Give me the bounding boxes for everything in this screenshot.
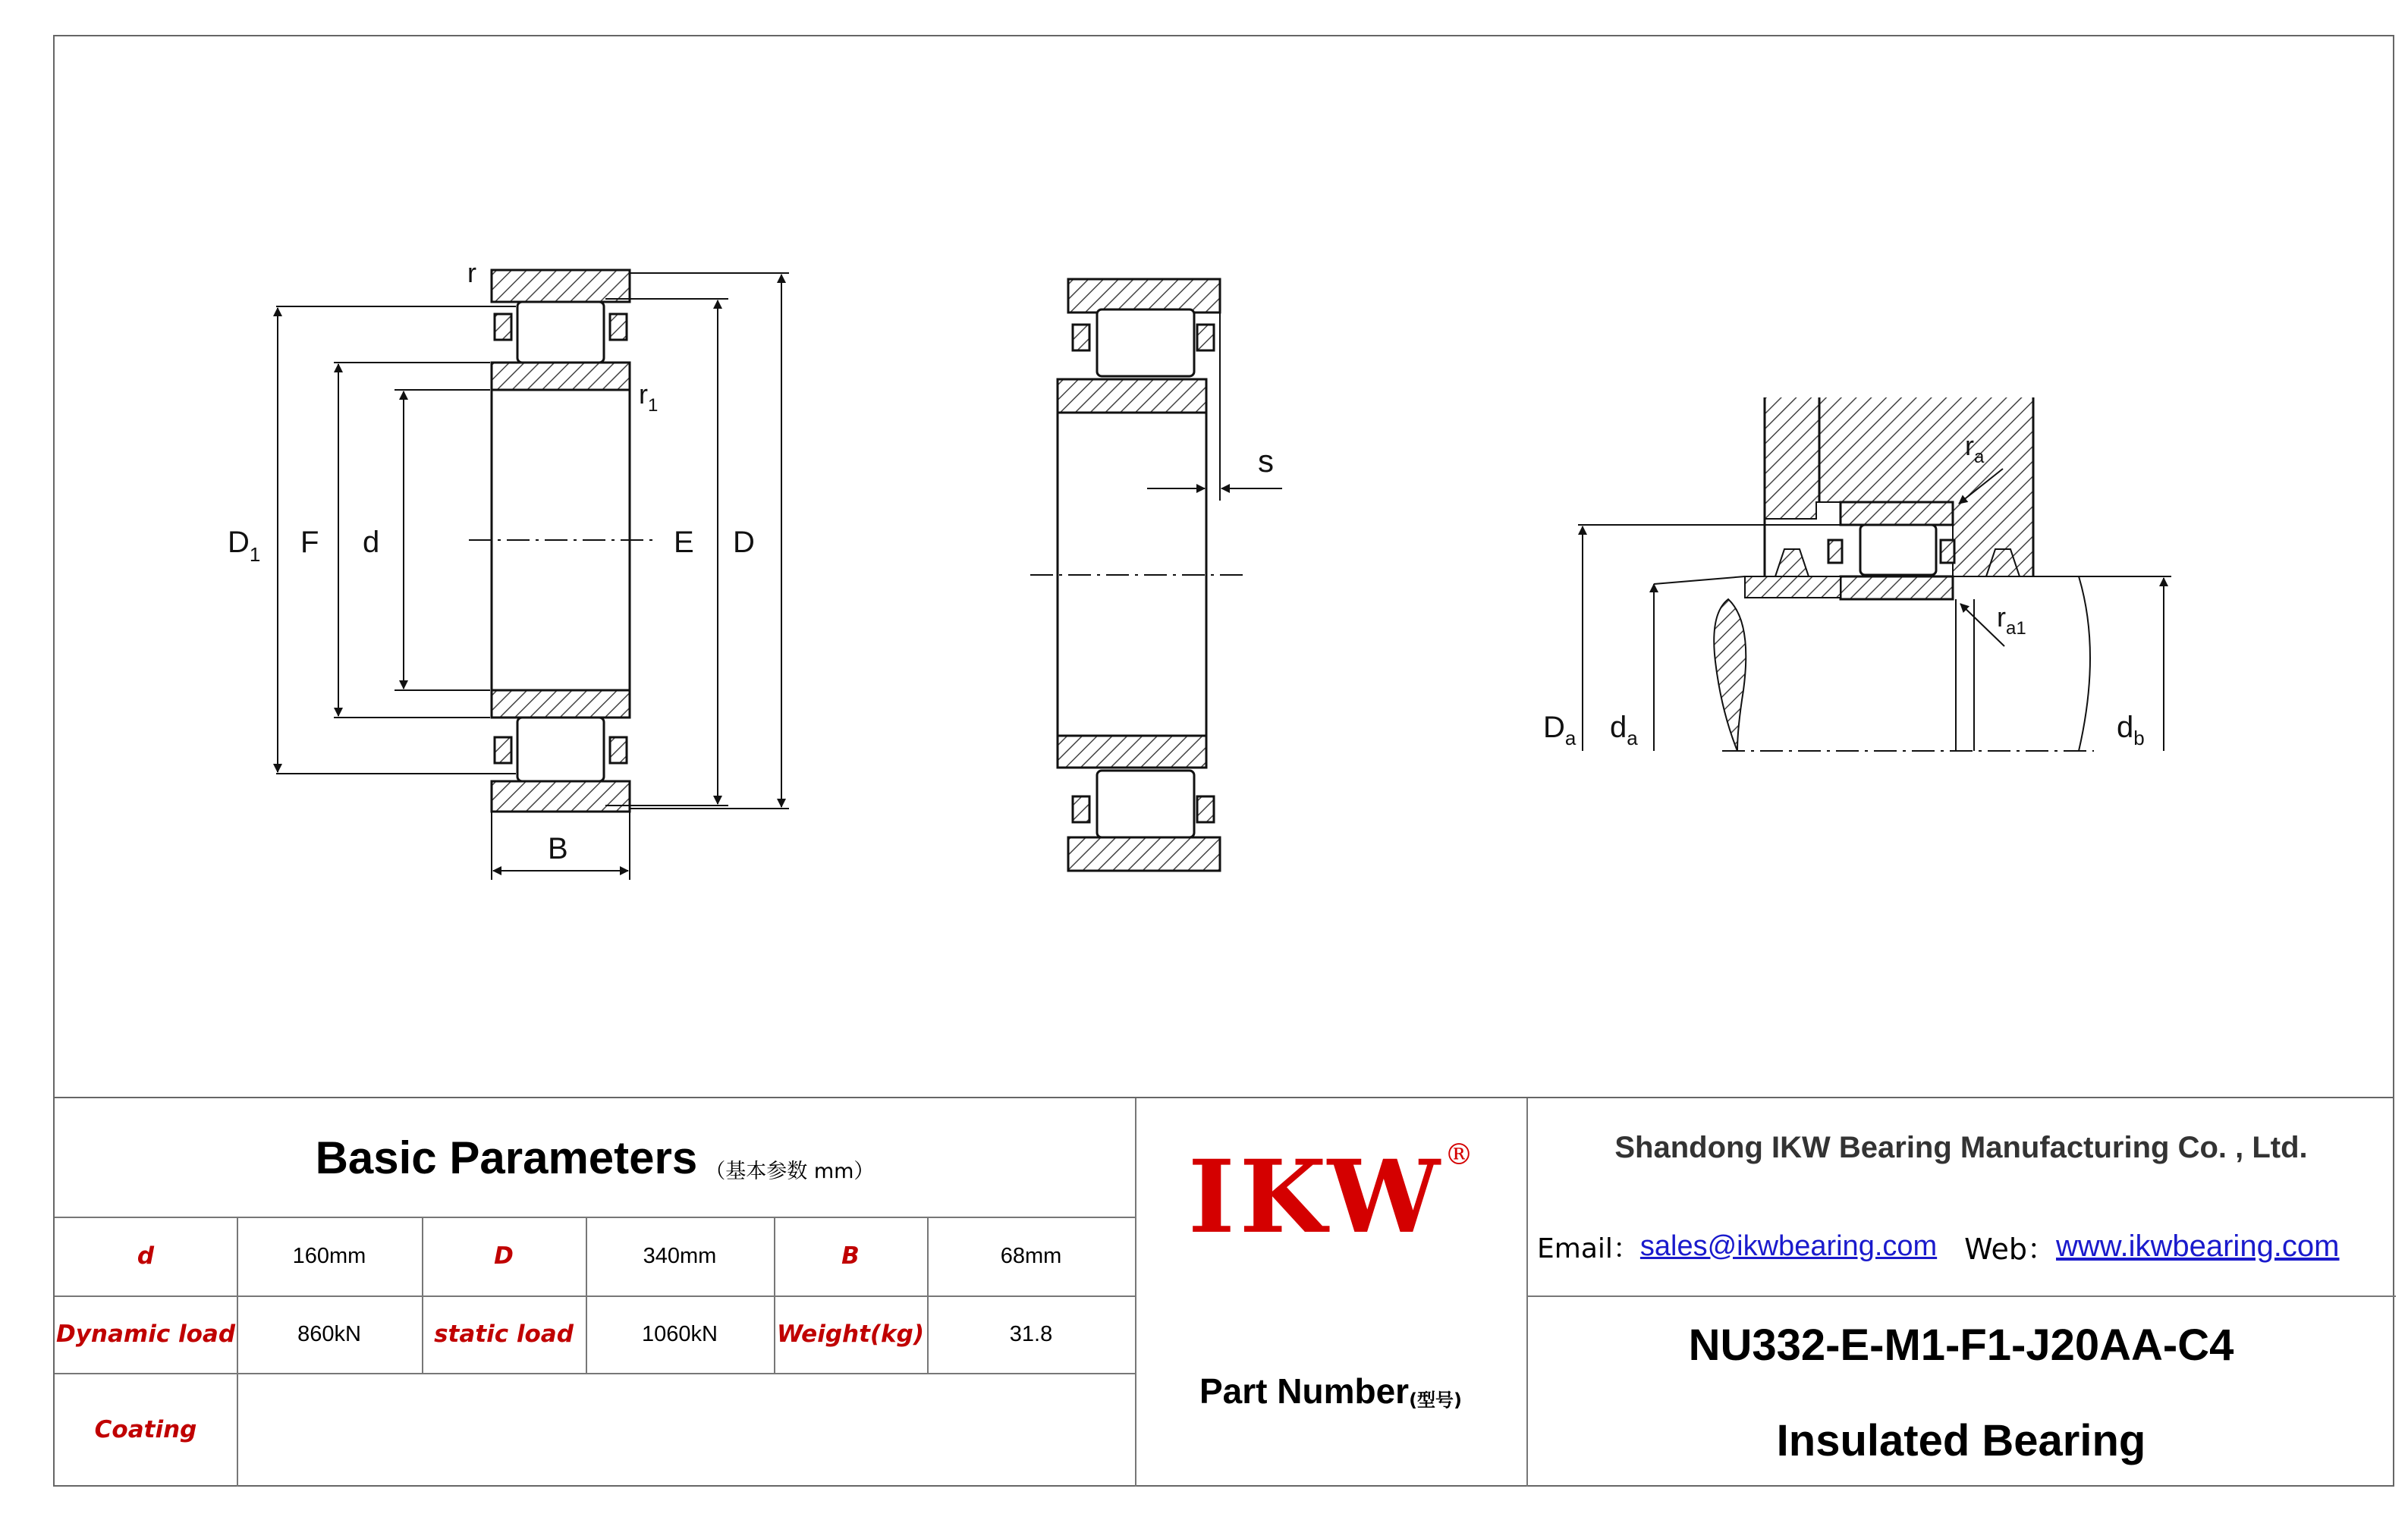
param-label-d: d xyxy=(137,1242,155,1270)
param-value-weight: 31.8 xyxy=(1009,1321,1053,1346)
view-2-side-section xyxy=(1030,279,1282,871)
param-value-static-load: 1060kN xyxy=(642,1321,718,1346)
label-r1: $r_1$ xyxy=(639,378,659,416)
param-label-B: B xyxy=(841,1242,860,1270)
part-number-cell xyxy=(1526,1295,2396,1394)
params-header xyxy=(55,1098,1135,1217)
part-number-label: Part Number xyxy=(1199,1371,1410,1411)
param-value-D: 340mm xyxy=(643,1243,717,1268)
label-D: D xyxy=(733,526,755,559)
view-3-mounting xyxy=(1578,397,2171,751)
inner-ring-top xyxy=(492,363,630,390)
label-Da: $D_a$ xyxy=(1543,711,1577,749)
param-label-dynamic-load: Dynamic load xyxy=(55,1321,236,1348)
label-db: $d_b$ xyxy=(2117,711,2145,749)
email-link[interactable]: sales@ikwbearing.com xyxy=(1639,1230,1938,1262)
company-name-cell xyxy=(1526,1098,2396,1197)
label-r: r xyxy=(467,257,476,288)
outer-ring-top xyxy=(492,270,630,302)
view-1-cross-section xyxy=(276,270,789,880)
label-da: $d_a$ xyxy=(1610,711,1638,749)
email-label: Email： xyxy=(1537,1233,1640,1264)
label-D1: $D_1$ xyxy=(228,526,261,566)
bearing-type-cell xyxy=(1526,1394,2396,1487)
label-d: d xyxy=(363,526,380,559)
param-label-coating: Coating xyxy=(94,1416,197,1443)
label-ra1: $r_{a1}$ xyxy=(1997,601,2026,639)
label-s: s xyxy=(1258,443,1274,479)
params-subtitle: （基本参数 mm） xyxy=(705,1159,875,1183)
web-label: Web： xyxy=(1964,1232,2057,1266)
logo-text: IKW xyxy=(1187,1138,1444,1256)
param-label-static-load: static load xyxy=(434,1321,574,1348)
label-ra: $r_a$ xyxy=(1965,430,1985,467)
params-title: Basic Parameters xyxy=(315,1132,698,1183)
contact-row xyxy=(1537,1197,2394,1295)
param-label-weight: Weight(kg) xyxy=(776,1321,925,1348)
label-E: E xyxy=(674,526,694,559)
roller-top xyxy=(517,302,604,363)
ikw-logo xyxy=(1135,1098,1526,1295)
param-label-D: D xyxy=(494,1242,514,1270)
param-value-coating xyxy=(237,1373,1135,1487)
param-value-B: 68mm xyxy=(1000,1243,1062,1268)
part-number: NU332-E-M1-F1-J20AA-C4 xyxy=(1688,1320,2234,1370)
inner-ring-bottom xyxy=(492,690,630,718)
company-name: Shandong IKW Bearing Manufacturing Co. , Ltd. xyxy=(1614,1130,2308,1164)
part-number-label-cn: (型号) xyxy=(1409,1389,1462,1411)
part-number-label-cell xyxy=(1135,1295,1526,1487)
registered-mark: ® xyxy=(1444,1138,1473,1171)
param-value-dynamic-load: 860kN xyxy=(297,1321,361,1346)
bearing-type: Insulated Bearing xyxy=(1776,1415,2146,1465)
website-link[interactable]: www.ikwbearing.com xyxy=(2056,1229,2340,1263)
param-value-d: 160mm xyxy=(292,1243,366,1268)
outer-ring-bottom xyxy=(492,781,630,812)
label-B: B xyxy=(548,832,568,865)
label-F: F xyxy=(300,526,319,559)
title-block xyxy=(53,1097,2394,1487)
roller-bottom xyxy=(517,718,604,781)
